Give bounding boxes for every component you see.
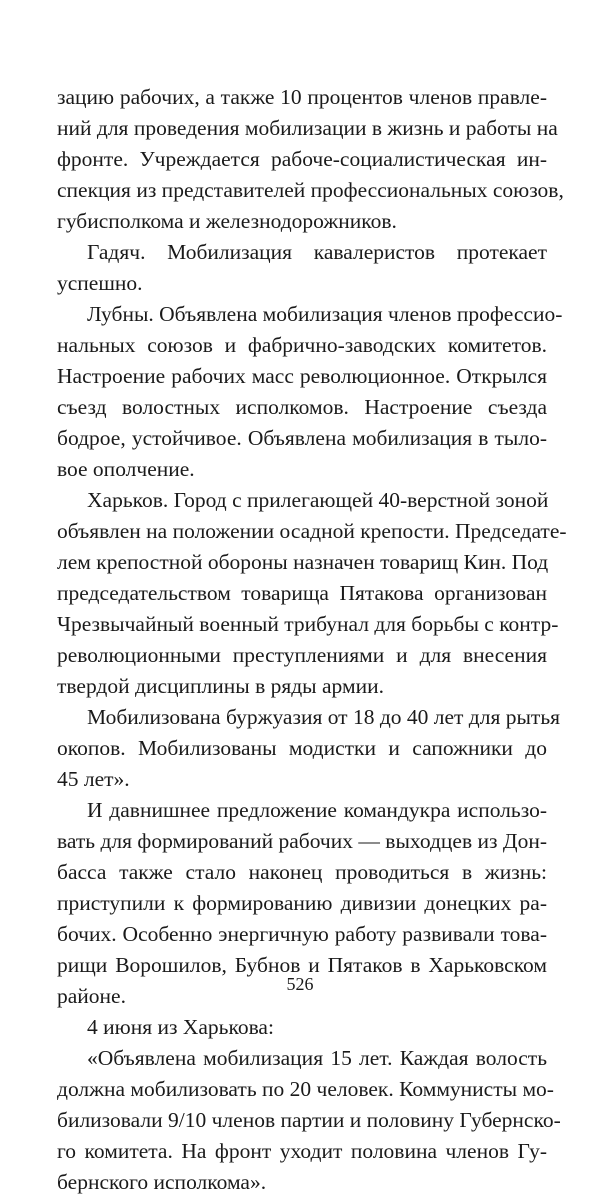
- text-line: 45 лет».: [57, 767, 130, 791]
- text-line: бодрое, устойчивое. Объявлена мобилизация в тыло-: [57, 426, 547, 450]
- text-line: Мобилизована буржуазия от 18 до 40 лет для рытья: [87, 705, 561, 729]
- text-line: спекция из представителей профессиональных союзов,: [57, 178, 564, 202]
- text-line: съезд волостных исполкомов. Настроение съезда: [57, 395, 547, 419]
- text-line: го комитета. На фронт уходит половина членов Гу-: [57, 1139, 547, 1163]
- text-line: бочих. Особенно энергичную работу развивали това-: [57, 922, 547, 946]
- text-line: вать для формирований рабочих — выходцев из Дон-: [57, 829, 547, 853]
- text-line: рищи Ворошилов, Бубнов и Пятаков в Харьковском: [57, 953, 547, 977]
- text-line: твердой дисциплины в ряды армии.: [57, 674, 384, 698]
- text-line: бернского исполкома».: [57, 1170, 267, 1194]
- text-line: окопов. Мобилизованы модистки и сапожники до: [57, 736, 547, 760]
- text-line: революционными преступлениями и для внесения: [57, 643, 547, 667]
- text-line: Чрезвычайный военный трибунал для борьбы с контр-: [57, 612, 559, 636]
- body-text: [57, 82, 567, 1198]
- text-line: Гадяч. Мобилизация кавалеристов протекает: [87, 240, 547, 264]
- text-line: билизовали 9/10 членов партии и половину Губернско-: [57, 1108, 561, 1132]
- text-line: лем крепостной обороны назначен товарищ Кин. Под: [57, 550, 549, 574]
- text-line: приступили к формированию дивизии донецких ра-: [57, 891, 547, 915]
- text-line: председательством товарища Пятакова организован: [57, 581, 547, 605]
- text-line: фронте. Учреждается рабоче-социалистическая ин-: [57, 147, 547, 171]
- text-line: успешно.: [57, 271, 143, 295]
- text-line: ний для проведения мобилизации в жизнь и работы на: [57, 116, 558, 140]
- text-line: губисполкома и железнодорожников.: [57, 209, 397, 233]
- text-line: должна мобилизовать по 20 человек. Коммунисты мо-: [57, 1077, 554, 1101]
- text-line: нальных союзов и фабрично-заводских комитетов.: [57, 333, 547, 357]
- text-line: Харьков. Город с прилегающей 40-верстной зоной: [87, 488, 549, 512]
- text-line: объявлен на положении осадной крепости. Председате-: [57, 519, 567, 543]
- text-line: И давнишнее предложение командукра использо-: [87, 798, 547, 822]
- page-number: 526: [286, 974, 314, 994]
- text-line: вое ополчение.: [57, 457, 195, 481]
- text-line: районе.: [57, 984, 126, 1008]
- text-line: Лубны. Объявлена мобилизация членов профессио-: [87, 302, 563, 326]
- text-line: 4 июня из Харькова:: [87, 1015, 274, 1039]
- text-line: басса также стало наконец проводиться в жизнь:: [57, 860, 547, 884]
- text-line: зацию рабочих, а также 10 процентов членов правле-: [57, 85, 547, 109]
- text-line: «Объявлена мобилизация 15 лет. Каждая волость: [87, 1046, 547, 1070]
- text-line: Настроение рабочих масс революционное. Открылся: [57, 364, 547, 388]
